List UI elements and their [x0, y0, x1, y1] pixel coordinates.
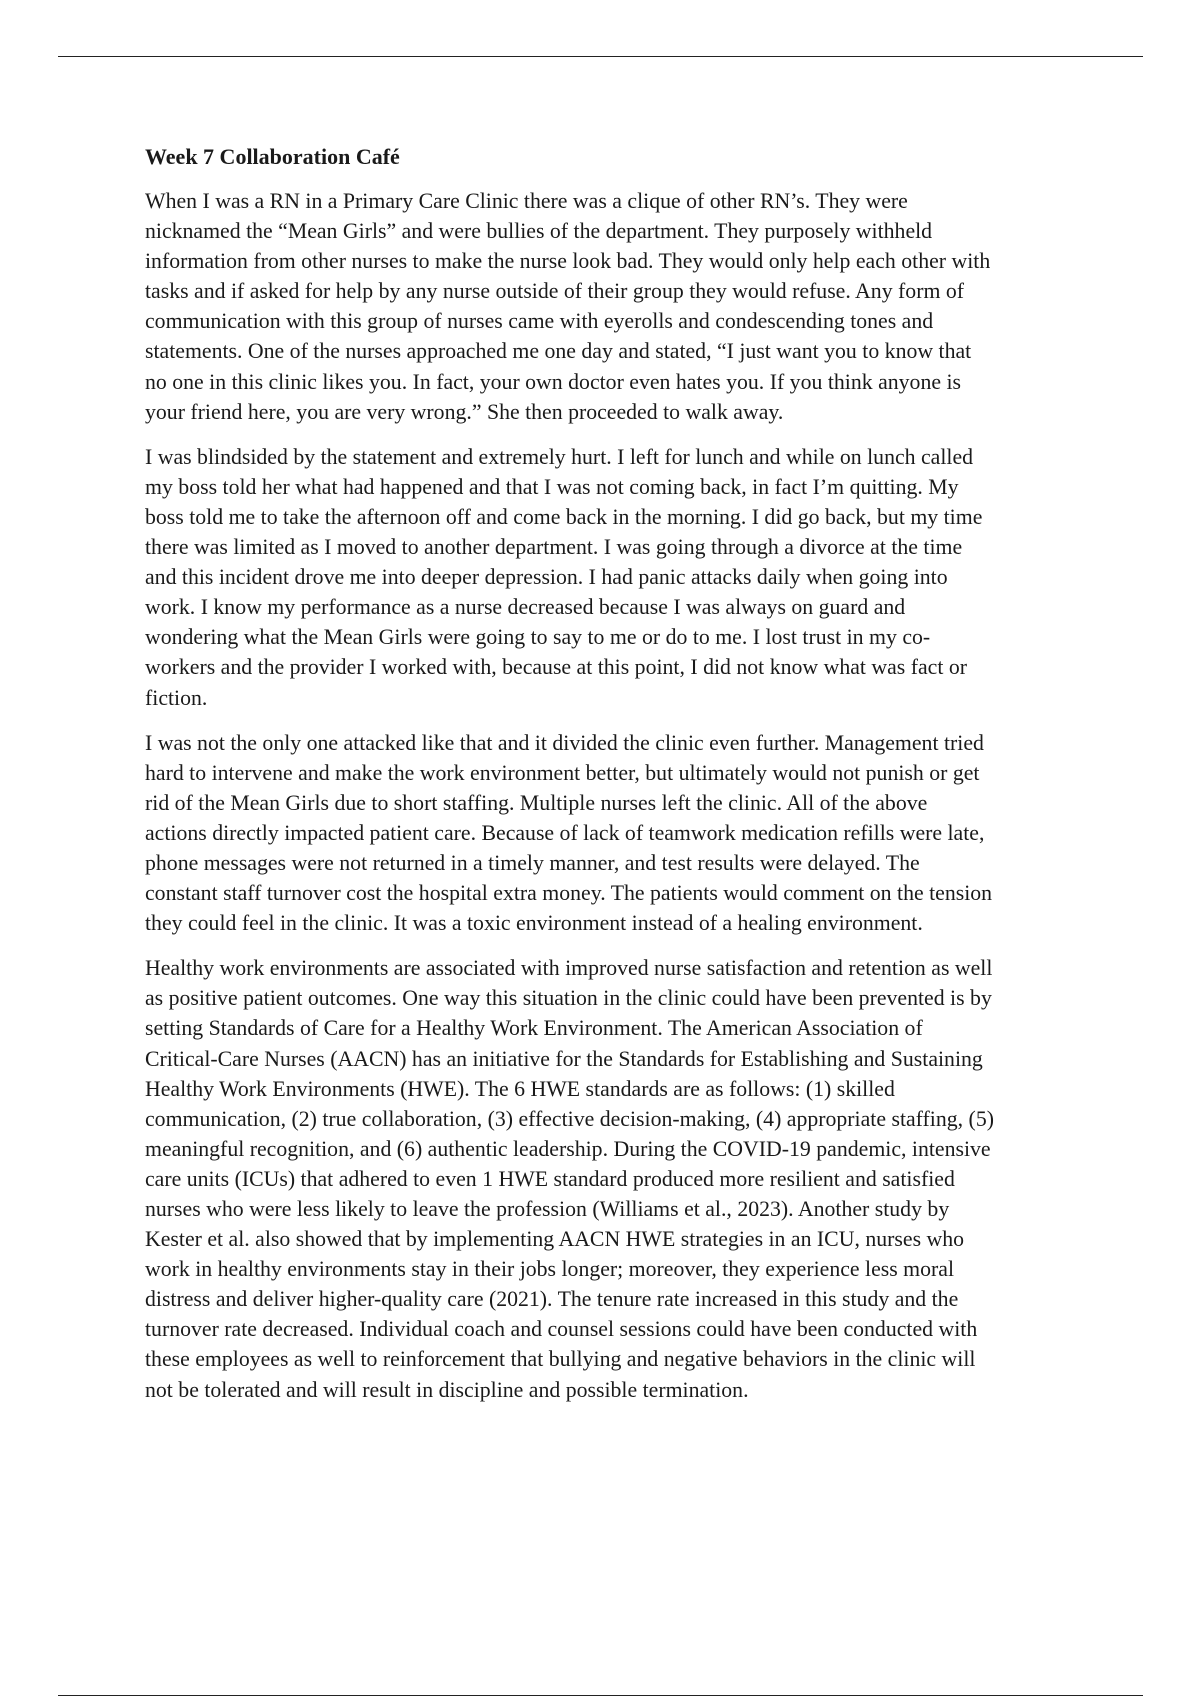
paragraph-2: I was blindsided by the statement and extremely hurt. I left for lunch and while on lunch called my boss told her what had happened and that I was not coming back, in fact I’m quitting. My boss told me to take the afternoon off and come back in the morning. I did go back, but my time there was limited as I moved to another department. I was going through a divorce at the time and this incident drove me into deeper depression. I had panic attacks daily when going into work. I know my performance as a nurse decreased because I was always on guard and wondering what the Mean Girls were going to say to me or do to me. I lost trust in my co- workers and the provider I worked with, because at this point, I did not know what was fact or fiction.: [145, 444, 983, 710]
paragraph-1: When I was a RN in a Primary Care Clinic there was a clique of other RN’s. They were nicknamed the “Mean Girls” and were bullies of the department. They purposely withheld information from other nurses to make the nurse look bad. They would only help each other with tasks and if asked for help by any nurse outside of their group they would refuse. Any form of communication with this group of nurses came with eyerolls and condescending tones and statements. One of the nurses approached me one day and stated, “I just want you to know that no one in this clinic likes you. In fact, your own doctor even hates you. If you think anyone is your friend here, you are very wrong.” She then proceeded to walk away.: [145, 189, 991, 424]
header-rule: [58, 56, 1143, 57]
footer-rule: [58, 1695, 1143, 1696]
document-title: Week 7 Collaboration Café: [145, 144, 400, 169]
paragraph-3: I was not the only one attacked like that and it divided the clinic even further. Management tried hard to intervene and make the work environment better, but ultimately would not punish or get rid of the Mean Girls due to short staffing. Multiple nurses left the clinic. All of the above actions directly impacted patient care. Because of lack of teamwork medication refills were late, phone messages were not returned in a timely manner, and test results were delayed. The constant staff turnover cost the hospital extra money. The patients would comment on the tension they could feel in the clinic. It was a toxic environment instead of a healing environment.: [145, 730, 993, 936]
paragraph-4: Healthy work environments are associated with improved nurse satisfaction and retention as well as positive patient outcomes. One way this situation in the clinic could have been prevented is by setting Standards of Care for a Healthy Work Environment. The American Association of Critical-Care Nurses (AACN) has an initiative for the Standards for Establishing and Sustaining Healthy Work Environments (HWE). The 6 HWE standards are as follows: (1) skilled communication, (2) true collaboration, (3) effective decision-making, (4) appropriate staffing, (5) meaningful recognition, and (6) authentic leadership. During the COVID-19 pandemic, intensive care units (ICUs) that adhered to even 1 HWE standard produced more resilient and satisfied nurses who were less likely to leave the profession (Williams et al., 2023). Another study by Kester et al. also showed that by implementing AACN HWE strategies in an ICU, nurses who work in healthy environments stay in their jobs longer; moreover, they experience less moral distress and deliver higher-quality care (2021). The tenure rate increased in this study and the turnover rate decreased. Individual coach and counsel sessions could have been conducted with these employees as well to reinforcement that bullying and negative behaviors in the clinic will not be tolerated and will result in discipline and possible termination.: [145, 956, 994, 1402]
document-body: [145, 142, 1095, 1420]
